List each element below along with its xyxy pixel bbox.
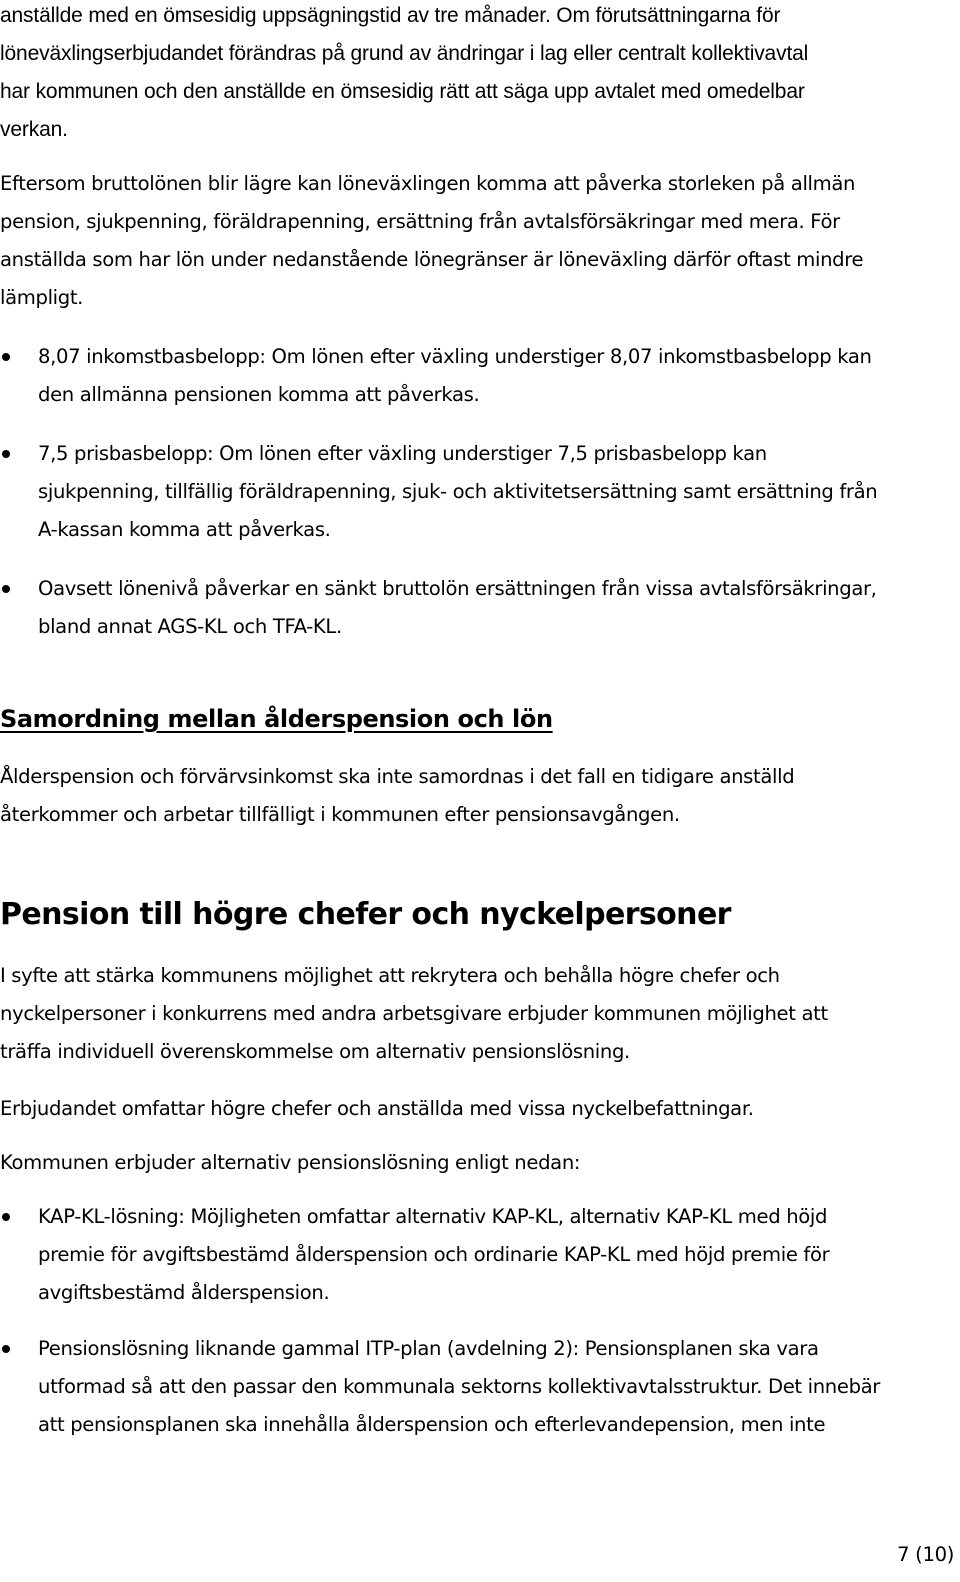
bullet-icon [2,1345,10,1353]
salary-exchange-paragraph [0,165,863,317]
list-item [0,1198,829,1312]
list-item [0,1330,880,1444]
list-item [0,338,872,414]
section-heading-coordination: Samordning mellan ålderspension och lön [0,705,553,733]
thresholds-list [0,570,877,646]
intro-paragraph [0,0,808,149]
pension-options-list [0,1198,829,1312]
text-line: avgiftsbestämd ålderspension. [38,1281,330,1304]
page-number: 7 (10) [897,1543,954,1566]
section-heading-executives: Pension till högre chefer och nyckelpersoner [0,897,731,932]
text-line: Ålderspension och förvärvsinkomst ska inte samordnas i det fall en tidigare anställd [0,765,795,788]
text-line: Eftersom bruttolönen blir lägre kan löneväxlingen komma att påverka storleken på allmän [0,172,856,195]
text-line: löneväxlingserbjudandet förändras på grund av ändringar i lag eller centralt kollektivavtal [0,42,809,65]
text-line: bland annat AGS-KL och TFA-KL. [38,615,342,638]
text-line: 8,07 inkomstbasbelopp: Om lönen efter växling understiger 8,07 inkomstbasbelopp kan [38,345,872,368]
text-line: 7,5 prisbasbelopp: Om lönen efter växling understiger 7,5 prisbasbelopp kan [38,442,767,465]
list-item [0,435,877,549]
pension-options-list [0,1330,880,1444]
thresholds-list [0,338,872,414]
text-line: utformad så att den passar den kommunala sektorns kollektivavtalsstruktur. Det innebär [38,1375,881,1398]
text-line: KAP-KL-lösning: Möjligheten omfattar alternativ KAP-KL, alternativ KAP-KL med höjd [38,1205,828,1228]
text-line: verkan. [0,118,68,141]
text-line: den allmänna pensionen komma att påverkas. [38,383,480,406]
text-line: sjukpenning, tillfällig föräldrapenning, sjuk- och aktivitetsersättning samt ersättning från [38,480,878,503]
text-line: har kommunen och den anställde en ömsesidig rätt att säga upp avtalet med omedelbar [0,80,805,103]
bullet-icon [2,353,10,361]
executives-scope-paragraph [0,1090,754,1128]
coordination-paragraph [0,758,794,834]
text-line: premie för avgiftsbestämd ålderspension och ordinarie KAP-KL med höjd premie för [38,1243,830,1266]
thresholds-list [0,435,877,549]
text-line: att pensionsplanen ska innehålla ålderspension och efterlevandepension, men inte [38,1413,826,1436]
text-line: anställde med en ömsesidig uppsägningstid av tre månader. Om förutsättningarna för [0,4,781,27]
executives-purpose-paragraph [0,957,828,1071]
bullet-icon [2,450,10,458]
text-line: nyckelpersoner i konkurrens med andra arbetsgivare erbjuder kommunen möjlighet att [0,1002,828,1025]
text-line: Kommunen erbjuder alternativ pensionslösning enligt nedan: [0,1151,581,1174]
text-line: I syfte att stärka kommunens möjlighet att rekrytera och behålla högre chefer och [0,964,780,987]
text-line: Pensionslösning liknande gammal ITP-plan (avdelning 2): Pensionsplanen ska vara [38,1337,819,1360]
text-line: A-kassan komma att påverkas. [38,518,331,541]
bullet-icon [2,585,10,593]
text-line: anställda som har lön under nedanstående lönegränser är löneväxling därför oftast mindre [0,248,864,271]
list-item [0,570,877,646]
text-line: Oavsett lönenivå påverkar en sänkt bruttolön ersättningen från vissa avtalsförsäkringar, [38,577,877,600]
text-line: pension, sjukpenning, föräldrapenning, ersättning från avtalsförsäkringar med mera. För [0,210,840,233]
executives-offer-paragraph [0,1144,580,1182]
text-line: lämpligt. [0,286,84,309]
text-line: Erbjudandet omfattar högre chefer och anställda med vissa nyckelbefattningar. [0,1097,754,1120]
bullet-icon [2,1213,10,1221]
text-line: träffa individuell överenskommelse om alternativ pensionslösning. [0,1040,630,1063]
text-line: återkommer och arbetar tillfälligt i kommunen efter pensionsavgången. [0,803,680,826]
